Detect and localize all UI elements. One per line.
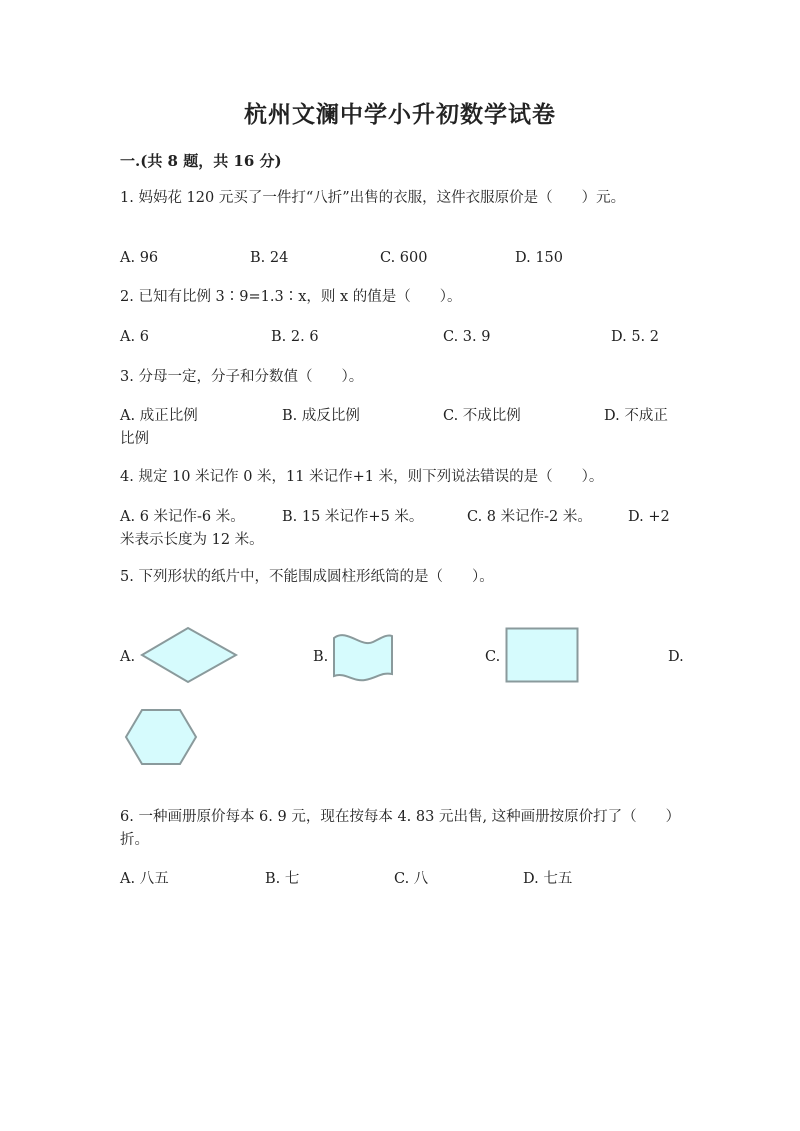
section-header: 一.(共 8 题，共 16 分) bbox=[120, 152, 282, 170]
q4-option-b: B. 15 米记作+5 米。 bbox=[282, 509, 424, 525]
q5-option-b: B. bbox=[313, 649, 329, 665]
q5-option-d: D. bbox=[668, 649, 684, 665]
wavy-flag-shape bbox=[331, 632, 395, 684]
exam-title: 杭州文澜中学小升初数学试卷 bbox=[244, 101, 556, 128]
q6-option-a: A. 八五 bbox=[120, 871, 169, 887]
hexagon-shape bbox=[124, 708, 198, 766]
q1-option-a: A. 96 bbox=[120, 250, 159, 266]
question-2: 2. 已知有比例 3∶9=1.3∶x，则 x 的值是（ ）。 bbox=[120, 289, 462, 305]
rhombus-shape bbox=[140, 626, 240, 684]
q5-option-c: C. bbox=[485, 649, 501, 665]
q3-option-a: A. 成正比例 bbox=[120, 408, 198, 424]
q4-option-c: C. 8 米记作-2 米。 bbox=[467, 509, 592, 525]
q4-option-d: D. +2 米表示长度为 12 米。 bbox=[120, 509, 670, 548]
question-3: 3. 分母一定，分子和分数值（ ）。 bbox=[120, 369, 364, 385]
q6-option-b: B. 七 bbox=[265, 871, 300, 887]
q1-option-b: B. 24 bbox=[250, 250, 289, 266]
q2-option-b: B. 2. 6 bbox=[271, 329, 319, 345]
question-5: 5. 下列形状的纸片中，不能围成圆柱形纸筒的是（ ）。 bbox=[120, 569, 494, 585]
question-6: 6. 一种画册原价每本 6. 9 元，现在按每本 4. 83 元出售, 这种画册按原价打了（ ）折。 bbox=[120, 809, 673, 848]
q2-option-c: C. 3. 9 bbox=[443, 329, 491, 345]
q3-option-d: D. 不成正比例 bbox=[120, 408, 668, 447]
q5-option-a: A. bbox=[120, 649, 136, 665]
q1-option-c: C. 600 bbox=[380, 250, 428, 266]
q2-option-d: D. 5. 2 bbox=[611, 329, 659, 345]
question-4: 4. 规定 10 米记作 0 米，11 米记作+1 米，则下列说法错误的是（ ）。 bbox=[120, 469, 604, 485]
q2-option-a: A. 6 bbox=[120, 329, 149, 345]
rectangle-shape bbox=[505, 627, 579, 683]
q4-option-a: A. 6 米记作-6 米。 bbox=[120, 509, 245, 525]
q3-option-c: C. 不成比例 bbox=[443, 408, 521, 424]
q6-option-d: D. 七五 bbox=[523, 871, 573, 887]
q1-option-d: D. 150 bbox=[515, 250, 564, 266]
q3-option-b: B. 成反比例 bbox=[282, 408, 360, 424]
q6-option-c: C. 八 bbox=[394, 871, 429, 887]
question-1: 1. 妈妈花 120 元买了一件打“八折”出售的衣服，这件衣服原价是（ ）元。 bbox=[120, 190, 626, 206]
